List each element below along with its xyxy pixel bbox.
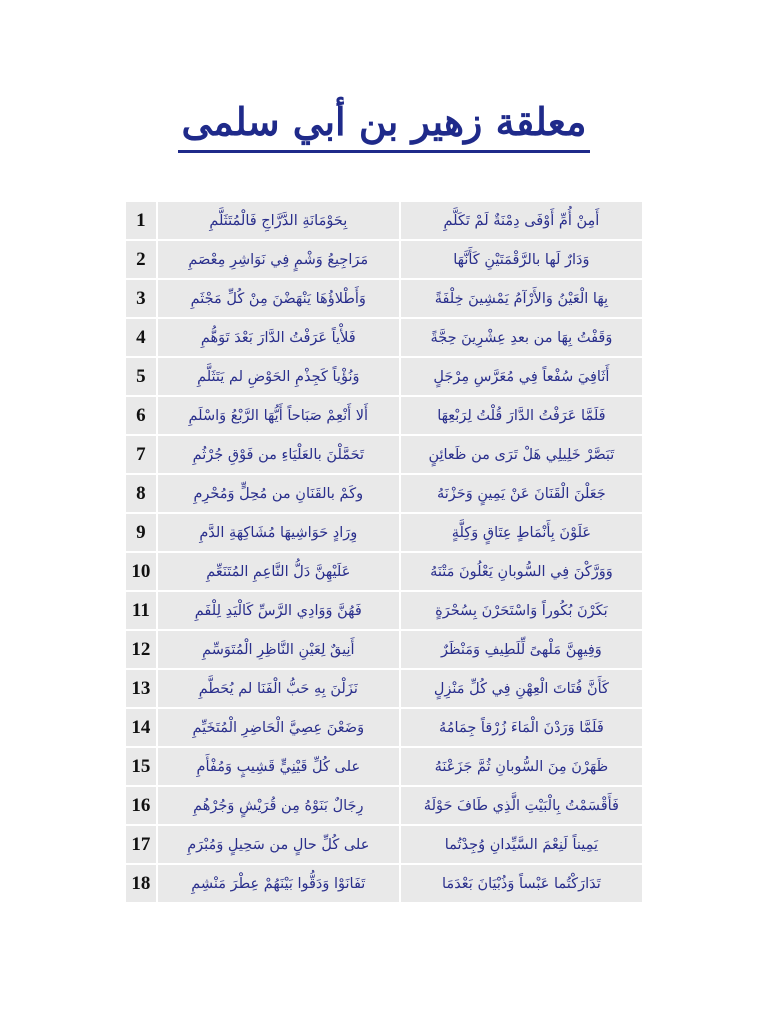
verse-first-hemistich: فَلَمَّا وَرَدْنَ الْمَاءَ زُرْقاً جِمَامُهُ xyxy=(401,709,642,746)
verse-second-hemistich: بِحَوْمَانَةِ الدَّرَّاجِ فَالْمُتَثَلَّمِ xyxy=(158,202,399,239)
poem-table xyxy=(124,200,644,904)
verse-second-hemistich: وَضَعْنَ عِصِيَّ الْحَاضِرِ الْمُتَخَيِّمِ xyxy=(158,709,399,746)
verse-first-hemistich: تَدَارَكْتُما عَبْساً وَذُبْيَانَ بَعْدَمَا xyxy=(401,865,642,902)
verse-second-hemistich: وِرَادٍ حَوَاشِيهَا مُشَاكِهَةِ الدَّمِ xyxy=(158,514,399,551)
verse-second-hemistich: رِجَالٌ بَنَوْهُ مِن قُرَيْشٍ وَجُرْهُمِ xyxy=(158,787,399,824)
verse-first-hemistich: يَمِيناً لَنِعْمَ السَّيِّدانِ وُجِدْتُما xyxy=(401,826,642,863)
verse-number: 1 xyxy=(126,202,156,239)
verse-second-hemistich: على كُلِّ قَيْنِيٍّ قَشِيبٍ وَمُفْأَمِ xyxy=(158,748,399,785)
verse-number: 15 xyxy=(126,748,156,785)
verse-row xyxy=(126,397,642,434)
verse-second-hemistich: عَلَيْهِنَّ دَلُّ النَّاعِمِ المُتَنَعِّمِ xyxy=(158,553,399,590)
verse-number: 7 xyxy=(126,436,156,473)
verse-row xyxy=(126,436,642,473)
verse-number: 17 xyxy=(126,826,156,863)
verse-row xyxy=(126,280,642,317)
verse-first-hemistich: وَدَارٌ لَها بالرَّقْمَتَيْنِ كَأَنَّهَا xyxy=(401,241,642,278)
verse-first-hemistich: وَفِيهِنَّ مَلْهىً لِّلَطِيفِ وَمَنْظَرٌ xyxy=(401,631,642,668)
verse-number: 18 xyxy=(126,865,156,902)
verse-number: 3 xyxy=(126,280,156,317)
verse-number: 12 xyxy=(126,631,156,668)
verse-row xyxy=(126,592,642,629)
verse-number: 2 xyxy=(126,241,156,278)
verse-number: 6 xyxy=(126,397,156,434)
verse-number: 14 xyxy=(126,709,156,746)
verse-row xyxy=(126,358,642,395)
title-block xyxy=(0,98,768,153)
verse-row xyxy=(126,709,642,746)
verse-row xyxy=(126,553,642,590)
verse-first-hemistich: بِهَا الْعَيْنُ وَالأَرْآمُ يَمْشِينَ خِلْفَةً xyxy=(401,280,642,317)
verse-second-hemistich: وَنُؤْياً كَجِذْمِ الحَوْضِ لم يَتَثَلَّمِ xyxy=(158,358,399,395)
verse-second-hemistich: فَهُنَّ وَوَادِي الرَّسِّ كَالْيَدِ لِلْفَمِ xyxy=(158,592,399,629)
verse-number: 16 xyxy=(126,787,156,824)
verse-first-hemistich: أَثَافِيَ سُفْعاً فِي مُعَرَّسِ مِرْجَلٍ xyxy=(401,358,642,395)
verse-number: 9 xyxy=(126,514,156,551)
verse-first-hemistich: أَمِنْ أُمِّ أَوْفَى دِمْنَةٌ لَمْ تَكَلَّمِ xyxy=(401,202,642,239)
poem-table-body xyxy=(126,202,642,902)
verse-number: 4 xyxy=(126,319,156,356)
verse-first-hemistich: كَأَنَّ فُتَاتَ الْعِهْنِ فِي كُلِّ مَنْزِلٍ xyxy=(401,670,642,707)
verse-first-hemistich: جَعَلْنَ الْقَنَانَ عَنْ يَمِينٍ وَحَزْنَهُ xyxy=(401,475,642,512)
verse-first-hemistich: ظَهَرْنَ مِنَ السُّوبانِ ثُمَّ جَزَعْنَهُ xyxy=(401,748,642,785)
verse-second-hemistich: أَلا أَنْعِمْ صَبَاحاً أَيُّهَا الرَّبْعُ وَاسْلَمِ xyxy=(158,397,399,434)
verse-row xyxy=(126,748,642,785)
verse-first-hemistich: وَقَفْتُ بِهَا من بعدِ عِشْرِينَ حِجَّةً xyxy=(401,319,642,356)
verse-second-hemistich: وكَمْ بالقَنَانِ من مُحِلٍّ وَمُحْرِمِ xyxy=(158,475,399,512)
page-title: معلقة زهير بن أبي سلمى xyxy=(178,98,591,153)
verse-number: 5 xyxy=(126,358,156,395)
verse-row xyxy=(126,514,642,551)
verse-second-hemistich: أَنِيقٌ لِعَيْنِ النَّاظِرِ الْمُتَوَسِّمِ xyxy=(158,631,399,668)
verse-row xyxy=(126,202,642,239)
verse-number: 10 xyxy=(126,553,156,590)
verse-row xyxy=(126,475,642,512)
verse-second-hemistich: نَزَلْنَ بِهِ حَبُّ الْفَنَا لم يُحَطَّمِ xyxy=(158,670,399,707)
verse-row xyxy=(126,631,642,668)
verse-row xyxy=(126,826,642,863)
verse-row xyxy=(126,319,642,356)
verse-second-hemistich: مَرَاجِيعُ وَشْمٍ فِي نَوَاشِرِ مِعْصَمِ xyxy=(158,241,399,278)
verse-first-hemistich: وَوَرَّكْنَ فِي السُّوبانِ يَعْلُونَ مَتْنَهُ xyxy=(401,553,642,590)
verse-number: 11 xyxy=(126,592,156,629)
verse-row xyxy=(126,670,642,707)
verse-row xyxy=(126,865,642,902)
verse-first-hemistich: فَأَقْسَمْتُ بِالْبَيْتِ الَّذِي طَافَ حَوْلَهُ xyxy=(401,787,642,824)
verse-second-hemistich: على كُلِّ حالٍ من سَحِيلٍ وَمُبْرَمِ xyxy=(158,826,399,863)
verse-first-hemistich: فَلَمَّا عَرَفْتُ الدَّارَ قُلْتُ لِرَبْعِهَا xyxy=(401,397,642,434)
verse-second-hemistich: وَأَطْلاؤُهَا يَنْهَضْنَ مِنْ كُلِّ مَجْثَمِ xyxy=(158,280,399,317)
verse-row xyxy=(126,787,642,824)
verse-first-hemistich: عَلَوْنَ بِأَنْمَاطٍ عِتَاقٍ وَكِلَّةٍ xyxy=(401,514,642,551)
verse-number: 8 xyxy=(126,475,156,512)
verse-first-hemistich: بَكَرْنَ بُكُوراً وَاسْتَحَرْنَ بِسُحْرَةٍ xyxy=(401,592,642,629)
verse-number: 13 xyxy=(126,670,156,707)
verse-second-hemistich: فَلأْياً عَرَفْتُ الدَّارَ بَعْدَ تَوَهُّمِ xyxy=(158,319,399,356)
verse-second-hemistich: تَفَانَوْا وَدَقُّوا بَيْنَهُمْ عِطْرَ مَنْشِمِ xyxy=(158,865,399,902)
verse-row xyxy=(126,241,642,278)
verse-second-hemistich: تَحَمَّلْنَ بالعَلْيَاءِ من فَوْقِ جُرْثُمِ xyxy=(158,436,399,473)
verse-first-hemistich: تَبَصَّرْ خَلِيلِي هَلْ تَرَى من ظَعائِنٍ xyxy=(401,436,642,473)
